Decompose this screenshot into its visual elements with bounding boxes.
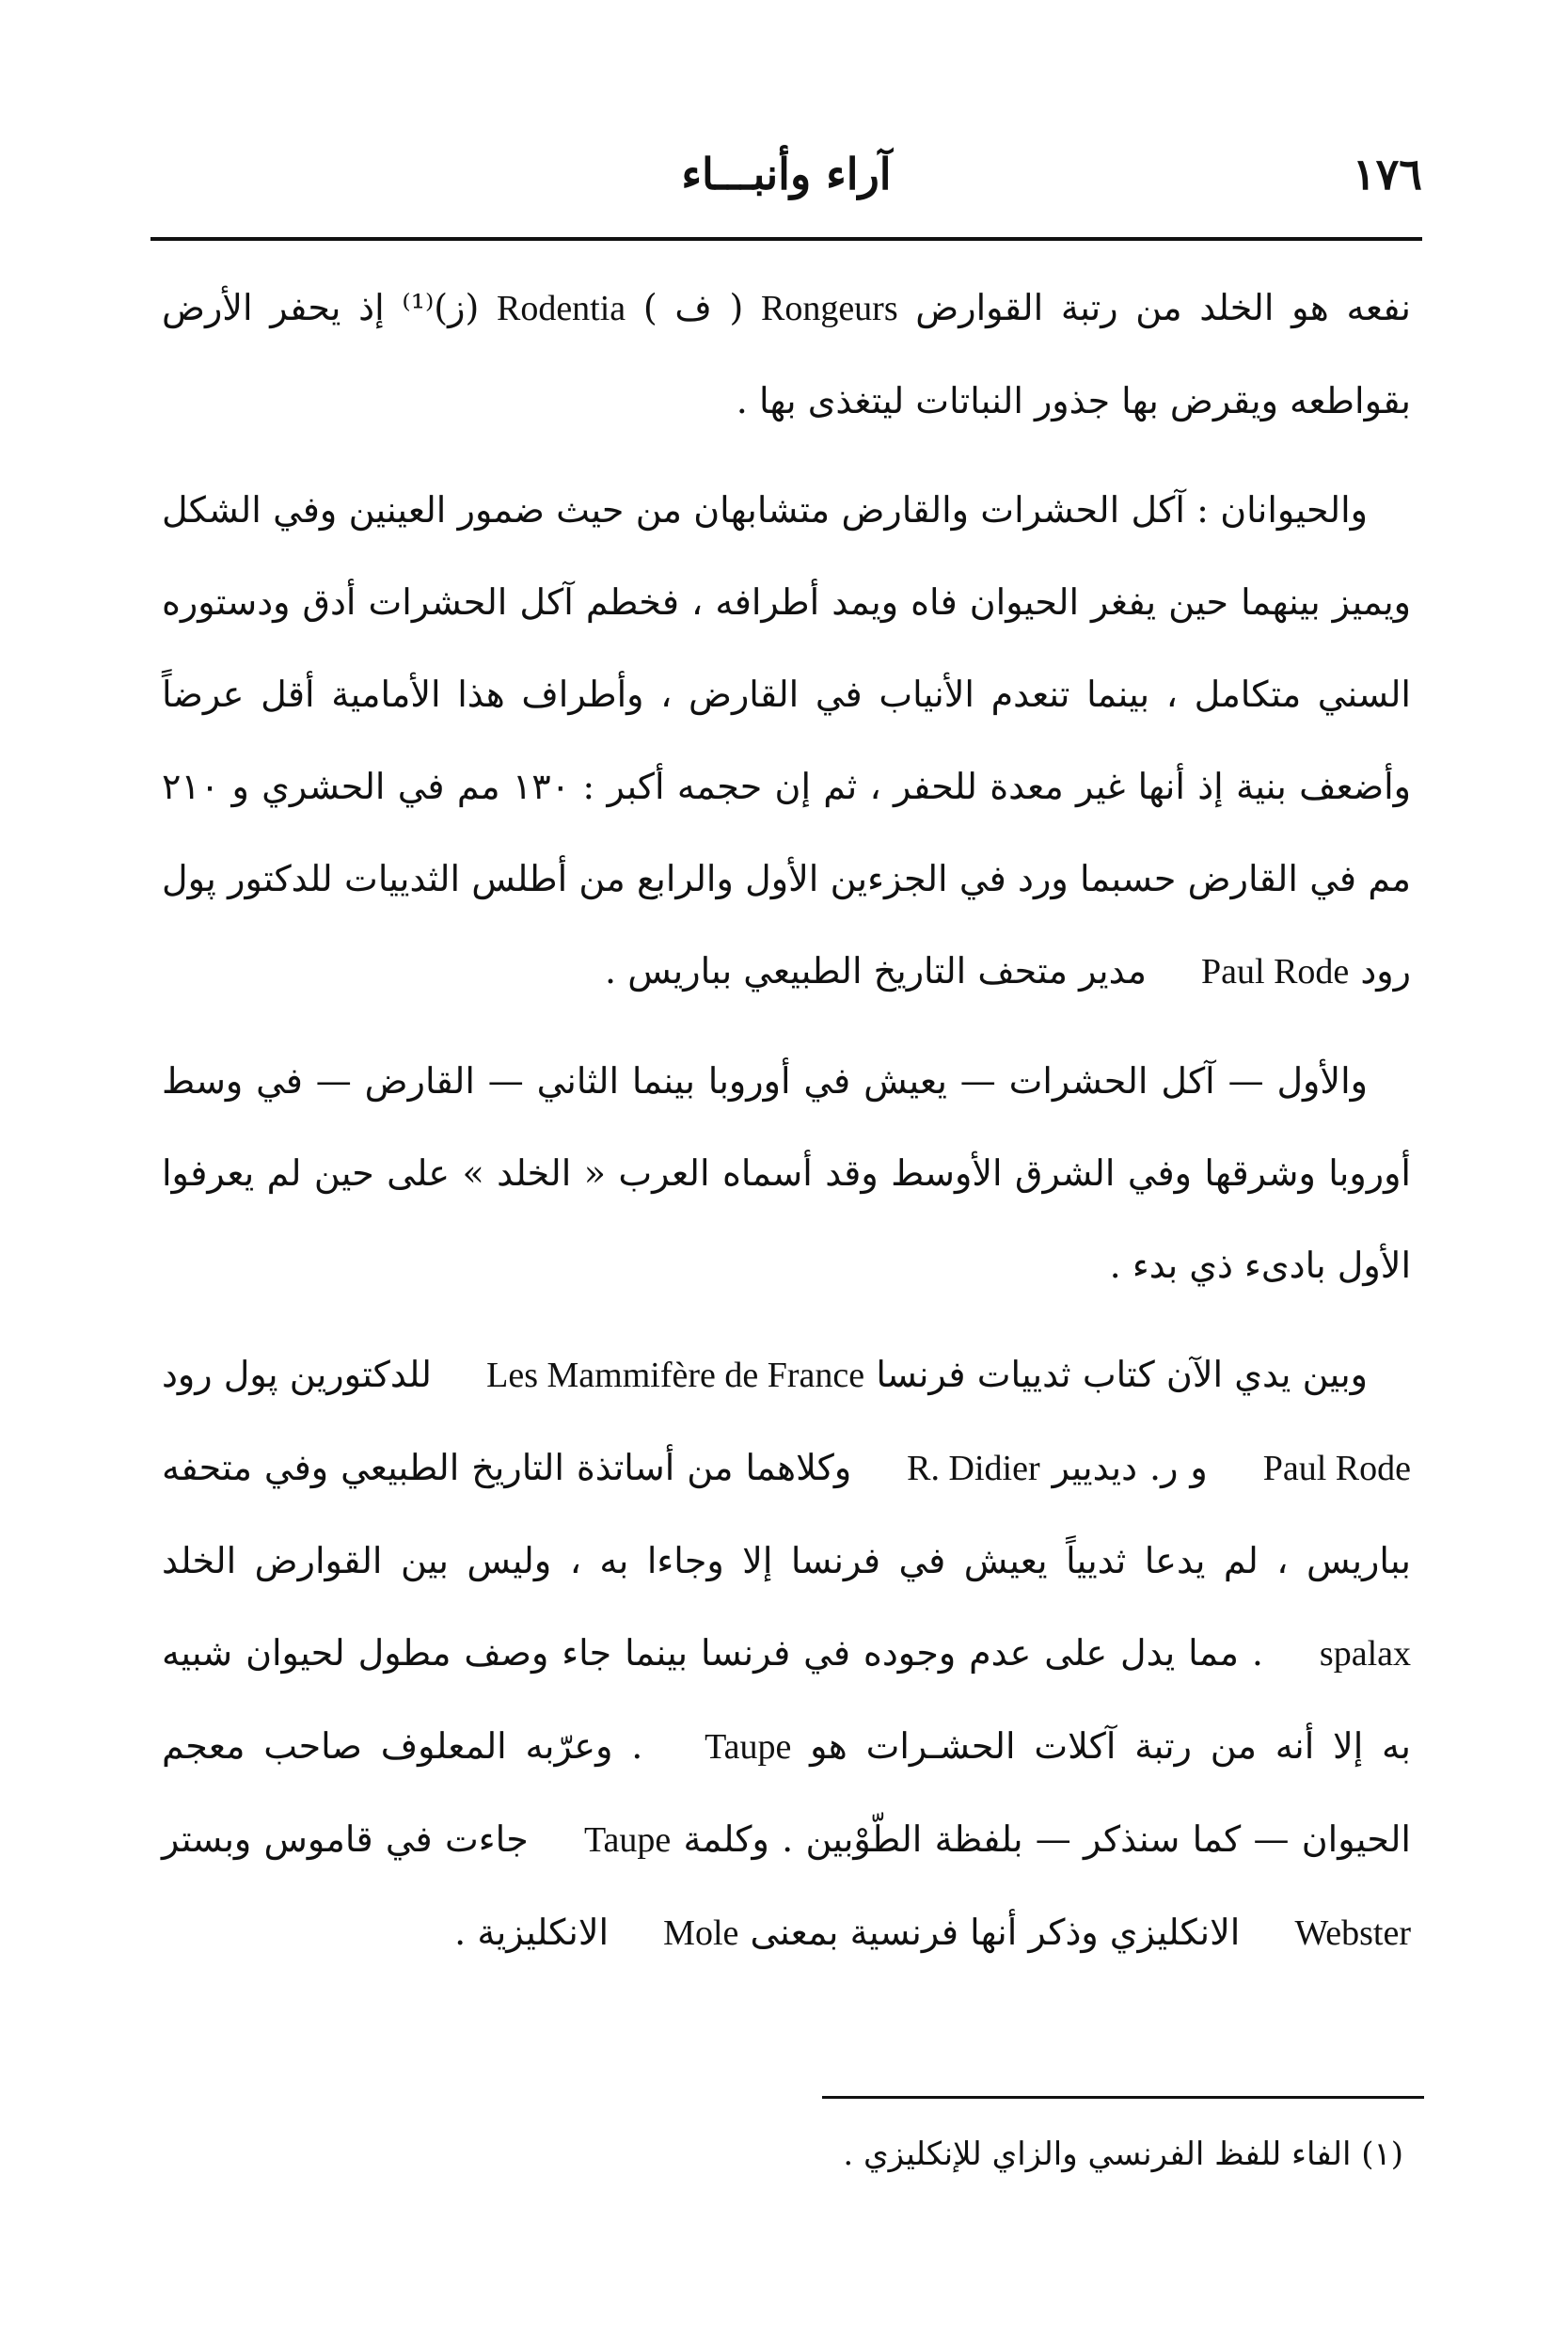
- text-segment: الانكليزي وذكر أنها فرنسية بمعنى: [738, 1912, 1252, 1953]
- header-rule: [150, 237, 1422, 241]
- running-head: [150, 141, 1422, 226]
- page-number: ١٧٦: [1352, 149, 1422, 199]
- text-segment: و ر. ديديير: [1039, 1447, 1220, 1488]
- body-text: [162, 262, 1411, 1979]
- footnote: (١) الفاء للفظ الفرنسي والزاي للإنكليزي .: [843, 2135, 1403, 2173]
- footnote-rule: [822, 2096, 1424, 2099]
- paragraph-4: [162, 1328, 1411, 1979]
- text-segment: والأول — آكل الحشرات — يعيش في أوروبا بينما الثاني — القارض — في وسط أوروبا وشرقها وفي الشرق الأوسط وقد أسماه العرب « الخلد » على حين لم يعرفوا الأول بادىء ذي بدء .: [162, 1060, 1411, 1286]
- latin-term: R. Didier: [907, 1449, 1040, 1488]
- latin-term: Rongeurs: [760, 289, 898, 328]
- text-segment: (ز): [434, 287, 497, 328]
- text-segment: الانكليزية .: [454, 1912, 621, 1953]
- paragraph-2: [162, 464, 1411, 1018]
- footnote-marker: ⁽¹⁾: [402, 287, 435, 328]
- latin-term: Paul Rode: [1201, 952, 1350, 992]
- text-segment: وكلاهما من أساتذة التاريخ الطبيعي وفي متحفه بباريس ، لم يدعا ثديياً يعيش في فرنسا إلا وجاءا به ، وليس بين القوارض الخلد: [162, 1447, 1411, 1581]
- paragraph-3: [162, 1035, 1411, 1311]
- paragraph-1: [162, 262, 1411, 447]
- latin-term: Rodentia: [496, 289, 626, 328]
- text-segment: إذ يحفر الأرض بقواطعه ويقرض بها جذور النباتات ليتغذى بها .: [162, 287, 1411, 421]
- latin-term: Webster: [1294, 1913, 1411, 1953]
- text-segment: ( ف ): [626, 287, 761, 328]
- latin-term: Taupe: [705, 1727, 792, 1767]
- text-segment: . وعرّبه المعلوف صاحب معجم الحيوان — كما سنذكر — بلفظة الطّوْبين . وكلمة: [162, 1725, 1411, 1860]
- latin-term: Paul Rode: [1262, 1449, 1411, 1488]
- latin-term: Mole: [663, 1913, 739, 1953]
- latin-term: Les Mammifère de France: [486, 1356, 865, 1395]
- text-segment: جاءت في قاموس وبستر: [162, 1818, 541, 1860]
- text-segment: . مما يدل على عدم وجوده في فرنسا بينما جاء وصف مطول لحيوان شبيه به إلا أنه من رتبة آكلات الحشـرات هو: [162, 1632, 1411, 1767]
- running-title: آراء وأنبـــاء: [681, 149, 892, 199]
- text-segment: وبين يدي الآن كتاب ثدييات فرنسا: [864, 1354, 1368, 1395]
- text-segment: للدكتورين پول رود: [162, 1354, 444, 1395]
- text-segment: مدير متحف التاريخ الطبيعي بباريس .: [605, 950, 1159, 992]
- text-segment: نفعه هو الخلد من رتبة القوارض: [897, 287, 1411, 328]
- latin-term: spalax: [1319, 1634, 1411, 1674]
- text-segment: والحيوانان : آكل الحشرات والقارض متشابهان من حيث ضمور العينين وفي الشكل ويميز بينهما حين يفغر الحيوان فاه ويمد أطرافه ، فخطم آكل الحشرات أدق ودستوره السني متكامل ، بينما تنعدم الأنياب في القارض ، وأطراف هذا الأمامية أقل عرضاً وأضعف بنية إذ أنها غير معدة للحفر ، ثم إن حجمه أكبر : ١٣٠ مم في الحشري و ٢١٠ مم في القارض حسبما ورد في الجزءين الأول والرابع من أطلس الثدييات للدكتور پول رود: [162, 489, 1411, 992]
- latin-term: Taupe: [583, 1820, 672, 1860]
